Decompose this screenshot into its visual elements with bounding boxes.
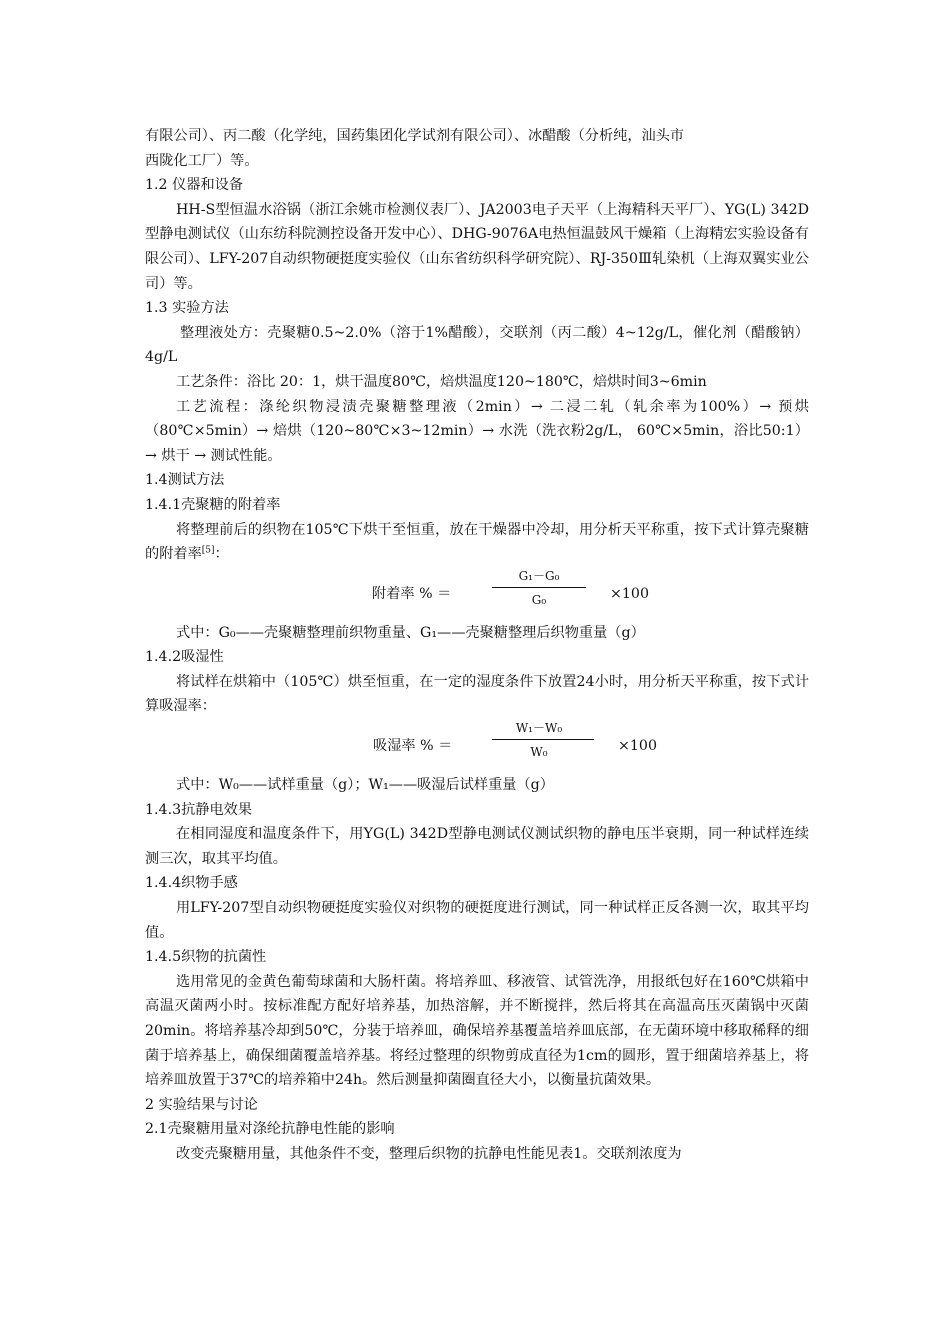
formula-multiplier: ×100 <box>618 738 657 755</box>
section-heading-1-4-2: 1.4.2吸湿性 <box>145 649 224 666</box>
formula-lhs: 吸湿率 % ＝ <box>373 738 453 755</box>
formula-numerator: W₁－W₀ <box>515 721 563 736</box>
antibacterial-paragraph: 选用常见的金黄色葡萄球菌和大肠杆菌。将培养皿、移液管、试管洗净，用报纸包好在160℃烘箱中高温灭菌两小时。按标准配方配好培养基，加热溶解，并不断搅拌，然后将其在高温高压灭菌锅中灭菌20min。将培养基冷却到50℃，分装于培养皿，确保培养基覆盖培养皿底部，在无菌环境中移取稀释的细菌于培养基上，确保细菌覆盖培养基。将经过整理的织物剪成直径为1cm的圆形，置于细菌培养基上，将培养皿放置于37℃的培养箱中24h。然后测量抑菌圈直径大小，以衡量抗菌效果。 <box>145 973 809 1089</box>
adhesion-where-line: 式中：G₀——壳聚糖整理前织物重量、G₁——壳聚糖整理后织物重量（g） <box>176 624 645 641</box>
process-flow-paragraph: 工艺流程：涤纶织物浸渍壳聚糖整理液（2min）→ 二浸二轧（轧余率为100%）→ 预烘（80℃×5min）→ 焙烘（120~80℃×3~12min）→ 水洗（洗衣粉2g/L， 60℃×5min，浴比50:1）→ 烘干 → 测试性能。 <box>145 398 809 464</box>
conditions-paragraph: 工艺条件：浴比 20：1，烘干温度80℃，焙烘温度120~180℃，焙烘时间3~6min <box>176 373 707 390</box>
formula-denominator: G₀ <box>531 592 547 607</box>
section-heading-2: 2 实验结果与讨论 <box>145 1096 258 1113</box>
section-heading-1-4-5: 1.4.5织物的抗菌性 <box>145 949 267 966</box>
section-heading-1-2: 1.2 仪器和设备 <box>145 177 244 194</box>
hand-feel-paragraph: 用LFY-207型自动织物硬挺度实验仪对织物的硬挺度进行测试，同一种试样正反各测一次，取其平均值。 <box>145 900 809 941</box>
section-heading-2-1: 2.1壳聚糖用量对涤纶抗静电性能的影响 <box>145 1121 395 1138</box>
document-page <box>145 124 809 1167</box>
formula-lhs: 附着率 % ＝ <box>372 585 452 602</box>
fraction-bar <box>492 739 594 740</box>
formula-numerator: G₁－G₀ <box>518 568 560 583</box>
intro-line-2: 西陇化工厂）等。 <box>145 152 259 169</box>
adhesion-paragraph <box>145 518 809 567</box>
fraction-bar <box>492 587 586 588</box>
adhesion-formula <box>145 567 809 621</box>
section-heading-1-4: 1.4测试方法 <box>145 472 225 489</box>
results-paragraph: 改变壳聚糖用量，其他条件不变，整理后织物的抗静电性能见表1。交联剂浓度为 <box>176 1145 682 1162</box>
moisture-paragraph: 将试样在烘箱中（105℃）烘至恒重，在一定的湿度条件下放置24小时，用分析天平称重，按下式计算吸湿率： <box>145 673 809 715</box>
citation-ref: [5] <box>201 545 215 556</box>
antistatic-paragraph: 在相同湿度和温度条件下，用YG(L) 342D型静电测试仪测试织物的静电压半衰期，同一种试样连续测三次，取其平均值。 <box>145 826 809 867</box>
section-heading-1-4-4: 1.4.4织物手感 <box>145 875 238 892</box>
recipe-paragraph: 整理液处方：壳聚糖0.5~2.0%（溶于1%醋酸），交联剂（丙二酸）4~12g/L，催化剂（醋酸钠）4g/L <box>145 324 809 366</box>
formula-denominator: W₀ <box>530 745 548 760</box>
formula-multiplier: ×100 <box>610 585 649 602</box>
intro-line-1: 有限公司）、丙二酸（化学纯，国药集团化学试剂有限公司）、冰醋酸（分析纯，汕头市 <box>145 128 685 144</box>
adhesion-text: 将整理前后的织物在105℃下烘干至恒重，放在干燥器中冷却，用分析天平称重，按下式计算壳聚糖的附着率 <box>145 521 809 563</box>
adhesion-text-end: ： <box>214 546 229 563</box>
equipment-paragraph: HH-S型恒温水浴锅（浙江余姚市检测仪表厂）、JA2003电子天平（上海精科天平厂）、YG(L) 342D型静电测试仪（山东纺科院测控设备开发中心）、DHG-9076A电热恒温鼓风干燥箱（上海精宏实验设备有限公司）、LFY-207自动织物硬挺度实验仪（山东省纺织科学研究院）、RJ-350Ⅲ轧染机（上海双翼实业公司）等。 <box>145 201 809 292</box>
moisture-where-line: 式中：W₀——试样重量（g）；W₁——吸湿后试样重量（g） <box>176 777 554 794</box>
section-heading-1-4-3: 1.4.3抗静电效果 <box>145 801 253 818</box>
section-heading-1-3: 1.3 实验方法 <box>145 300 229 317</box>
moisture-formula <box>145 719 809 773</box>
section-heading-1-4-1: 1.4.1壳聚糖的附着率 <box>145 496 281 513</box>
